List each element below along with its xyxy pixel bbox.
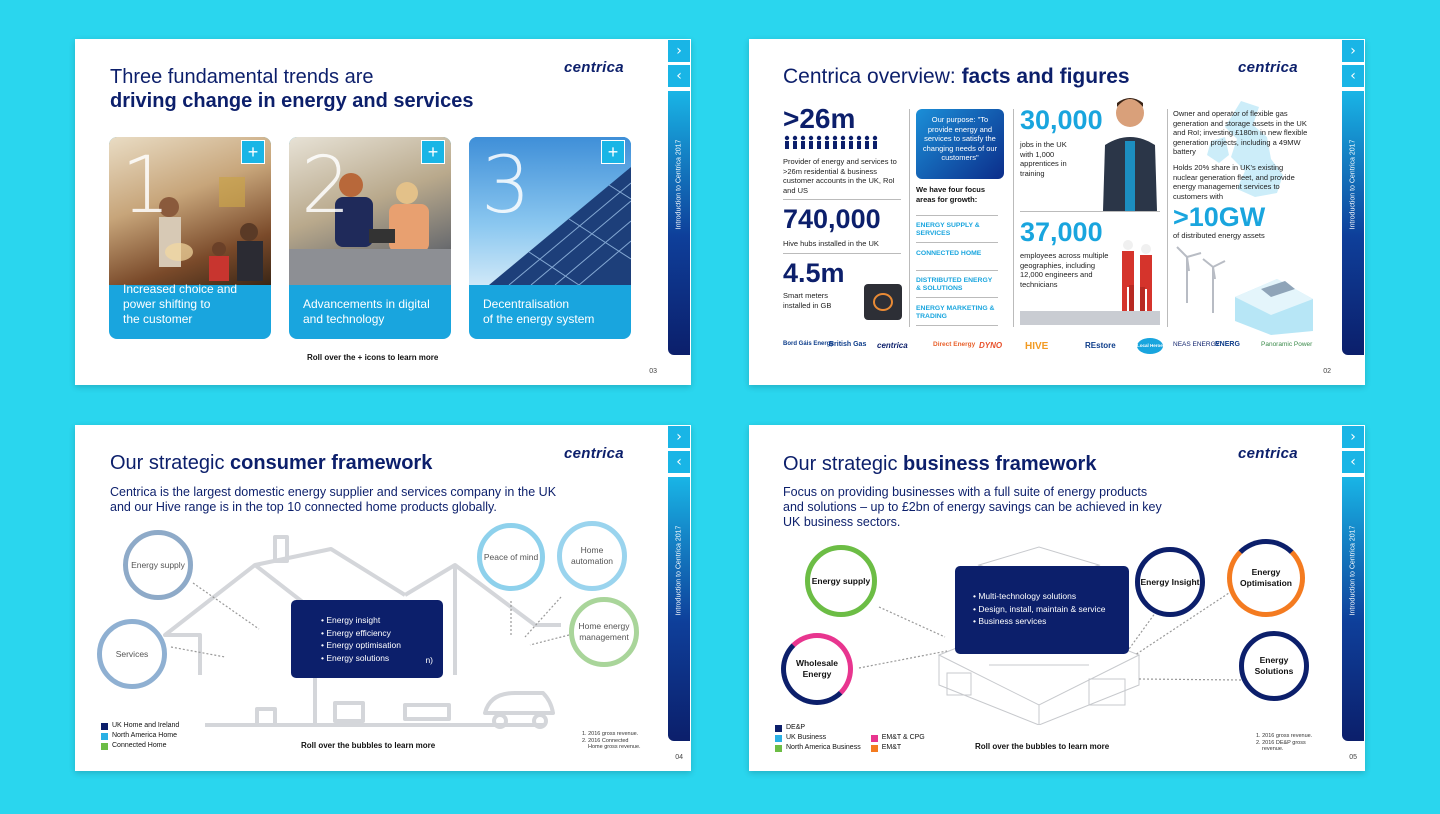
rail-bar xyxy=(668,477,690,741)
title-bold: business framework xyxy=(903,453,1097,475)
divider xyxy=(916,270,998,271)
engineer-photo xyxy=(1095,93,1165,211)
legend-item xyxy=(101,741,179,751)
legend-item xyxy=(775,733,861,743)
field-workers-photo xyxy=(1020,235,1160,325)
focus-area-marketing-trading: ENERGY MARKETING & TRADING xyxy=(916,305,995,320)
centrica-logo: centrica xyxy=(1238,59,1298,76)
caption-line: and technology xyxy=(303,312,385,326)
slide-consumer-framework xyxy=(75,425,691,771)
trend-number: 1 xyxy=(121,141,171,231)
subtitle-line: Focus on providing businesses with a full suite of energy products xyxy=(783,485,1148,499)
divider xyxy=(783,253,901,254)
trend-caption xyxy=(483,297,621,327)
panel-note: n) xyxy=(425,654,433,665)
stat-employees-text: employees across multiple geographies, including 12,000 engineers and technicians xyxy=(1020,251,1109,289)
footnote-line: 2. 2016 DE&P gross xyxy=(1256,739,1306,746)
prev-slide-button[interactable]: ‹ xyxy=(1342,451,1364,473)
partner-logo-dyno: DYNO xyxy=(979,341,1003,350)
divider xyxy=(783,199,901,200)
stat-customers: >26m xyxy=(783,103,856,134)
legend-label: Connected Home xyxy=(112,742,167,749)
stat-customers-text: Provider of energy and services to >26m residential & business customer accounts in the UK, RoI and US xyxy=(783,157,897,195)
legend-swatch xyxy=(775,725,782,732)
caption-line: power shifting to xyxy=(123,297,211,311)
footnotes xyxy=(582,731,641,751)
legend-label: EM&T xyxy=(881,744,902,751)
legend-swatch xyxy=(101,733,108,740)
prev-slide-button[interactable]: ‹ xyxy=(668,65,690,87)
page-number: 03 xyxy=(649,368,657,375)
bubble-peace-of-mind[interactable]: Peace of mind xyxy=(477,523,545,591)
title-line-2: driving change in energy and services xyxy=(110,90,474,112)
subtitle-line: Centrica is the largest domestic energy supplier and services company in the UK xyxy=(110,485,557,499)
divider xyxy=(1013,109,1014,327)
panel-item: • Business services xyxy=(973,616,1047,626)
subtitle-line: and solutions – up to £2bn of energy savings can be achieved in key xyxy=(783,500,1162,514)
legend-item xyxy=(101,721,179,731)
focus-area-distributed-energy: DISTRIBUTED ENERGY & SOLUTIONS xyxy=(916,277,993,292)
partner-logo-neas-energy: NEAS ENERGY xyxy=(1173,341,1220,348)
title-line-1: Three fundamental trends are xyxy=(110,66,374,88)
partner-logo-energ: ENERG xyxy=(1215,341,1240,348)
centrica-logo: centrica xyxy=(564,59,624,76)
subtitle-line: and our Hive range is in the top 10 connected home products globally. xyxy=(110,500,497,514)
panel-item: • Energy efficiency xyxy=(321,627,391,638)
next-slide-button[interactable]: › xyxy=(668,40,690,62)
partner-logo-local-heroes: Local Heroes xyxy=(1137,338,1163,354)
trend-number: 2 xyxy=(301,141,351,231)
centrica-logo: centrica xyxy=(564,445,624,462)
slide-title xyxy=(783,452,1096,476)
slide-subtitle xyxy=(110,485,556,515)
legend-swatch xyxy=(871,735,878,742)
trend-number: 3 xyxy=(481,141,531,231)
expand-plus-button[interactable]: + xyxy=(421,140,445,164)
partner-logo-restore: REstore xyxy=(1085,341,1116,350)
rollover-hint: Roll over the bubbles to learn more xyxy=(301,741,436,750)
slide-overview xyxy=(749,39,1365,385)
trend-card-3[interactable] xyxy=(469,137,631,339)
panel-item: • Design, install, maintain & service xyxy=(973,603,1106,614)
caption-line: Advancements in digital xyxy=(303,297,430,311)
panel-item: • Energy insight xyxy=(321,615,381,625)
footnotes xyxy=(1256,733,1312,753)
stat-distributed-assets: >10GW xyxy=(1173,202,1266,232)
legend-label: EM&T & CPG xyxy=(881,734,925,741)
focus-heading: We have four focus areas for growth: xyxy=(916,185,986,204)
slide-rail xyxy=(1340,39,1365,355)
slide-title xyxy=(110,65,473,113)
legend-label: DE&P xyxy=(786,724,806,731)
footnote-line: 2. 2016 Connected xyxy=(582,737,629,744)
slide-trends xyxy=(75,39,691,385)
bubble-energy-supply[interactable]: Energy supply xyxy=(805,545,877,617)
bubble-energy-optimisation[interactable]: Energy Optimisation xyxy=(1227,539,1305,617)
legend-swatch xyxy=(101,743,108,750)
slide-rail xyxy=(666,39,691,355)
legend-label: UK Business xyxy=(786,734,827,741)
nuclear-text: Holds 20% share in UK's existing nuclear generation fleet, and provide energy management services to customers with xyxy=(1173,163,1295,201)
slide-rail xyxy=(1340,425,1365,741)
page-number: 04 xyxy=(675,754,683,761)
panel-item: • Energy optimisation xyxy=(321,640,401,650)
stat-hive-hubs: 740,000 xyxy=(783,204,881,234)
rollover-hint: Roll over the + icons to learn more xyxy=(307,353,439,362)
slide-business-framework xyxy=(749,425,1365,771)
subtitle-line: UK business sectors. xyxy=(783,515,901,529)
bubble-wholesale-energy[interactable]: Wholesale Energy xyxy=(781,633,853,705)
legend-column xyxy=(871,723,925,753)
title-light: Our strategic xyxy=(783,453,904,475)
rail-label: Introduction to Centrica 2017 xyxy=(1349,139,1357,230)
slide-rail xyxy=(666,425,691,741)
partner-logo-centrica: centrica xyxy=(877,341,908,350)
stat-employees: 37,000 xyxy=(1020,217,1103,247)
legend-item xyxy=(775,743,861,753)
rail-label: Introduction to Centrica 2017 xyxy=(1349,525,1357,616)
legend-column xyxy=(775,723,861,753)
focus-area-connected-home: CONNECTED HOME xyxy=(916,250,982,257)
prev-slide-button[interactable]: ‹ xyxy=(1342,65,1364,87)
slide-subtitle xyxy=(783,485,1162,530)
legend-label: North America Business xyxy=(786,744,861,751)
legend-label: UK Home and Ireland xyxy=(112,722,180,729)
legend-item xyxy=(871,733,925,743)
title-bold: facts and figures xyxy=(961,65,1130,88)
stat-uk-jobs-text: jobs in the UK with 1,000 apprentices in training xyxy=(1020,140,1067,178)
trend-caption xyxy=(303,297,441,327)
partner-logo-british-gas: British Gas xyxy=(829,341,867,348)
business-panel xyxy=(955,566,1129,654)
legend xyxy=(101,721,179,751)
legend-label: North America Home xyxy=(112,732,177,739)
footnote-line: 1. 2016 gross revenue. xyxy=(1256,733,1313,739)
rollover-hint: Roll over the bubbles to learn more xyxy=(975,742,1110,751)
rail-bar xyxy=(1342,477,1364,741)
legend-item xyxy=(101,731,179,741)
rail-label: Introduction to Centrica 2017 xyxy=(675,139,683,230)
stat-hive-hubs-text: Hive hubs installed in the UK xyxy=(783,239,879,248)
meter-dial-icon xyxy=(873,293,893,311)
divider xyxy=(916,297,998,298)
partner-logo-hive: HIVE xyxy=(1025,341,1049,352)
caption-line: Increased choice and xyxy=(123,282,238,296)
caption-line: the customer xyxy=(123,312,193,326)
bubble-home-automation[interactable]: Home automation xyxy=(557,521,627,591)
caption-line: Decentralisation xyxy=(483,297,570,311)
legend-swatch xyxy=(775,735,782,742)
divider xyxy=(1020,211,1160,212)
page-number: 02 xyxy=(1323,368,1331,375)
trend-caption xyxy=(123,282,261,327)
divider xyxy=(916,325,998,326)
divider xyxy=(1167,109,1168,327)
stat-smart-meters: 4.5m xyxy=(783,258,845,288)
divider xyxy=(916,215,998,216)
panel-item: • Multi-technology solutions xyxy=(973,591,1077,601)
bubble-energy-insight[interactable]: Energy Insight xyxy=(1135,547,1205,617)
partner-logo-direct-energy: Direct Energy xyxy=(933,341,976,348)
divider xyxy=(909,109,910,327)
next-slide-button[interactable]: › xyxy=(1342,40,1364,62)
prev-slide-button[interactable]: ‹ xyxy=(668,451,690,473)
trend-card-2[interactable] xyxy=(289,137,451,339)
legend-item xyxy=(775,723,861,733)
rail-label: Introduction to Centrica 2017 xyxy=(675,525,683,616)
legend-swatch xyxy=(775,745,782,752)
divider xyxy=(916,242,998,243)
bubble-energy-solutions[interactable]: Energy Solutions xyxy=(1239,631,1309,701)
next-slide-button[interactable]: › xyxy=(668,426,690,448)
rail-bar xyxy=(668,91,690,355)
title-bold: consumer framework xyxy=(230,452,433,474)
insight-panel xyxy=(291,600,443,678)
centrica-logo: centrica xyxy=(1238,445,1298,462)
legend-columns xyxy=(775,723,925,753)
focus-area-energy-supply: ENERGY SUPPLY & SERVICES xyxy=(916,222,980,237)
footnote-line: revenue. xyxy=(1262,746,1284,752)
stat-uk-jobs: 30,000 xyxy=(1020,105,1103,135)
title-light: Centrica overview: xyxy=(783,65,962,88)
people-icon xyxy=(783,135,879,149)
partner-logo-bord-gais: Bord Gáis Energy xyxy=(783,341,834,347)
footnote-line: 1. 2016 gross revenue. xyxy=(582,731,639,737)
stat-distributed-assets-text: of distributed energy assets xyxy=(1173,231,1265,240)
legend-item xyxy=(871,743,925,753)
bubble-services[interactable]: Services xyxy=(97,619,167,689)
title-light: Our strategic xyxy=(110,452,231,474)
expand-plus-button[interactable]: + xyxy=(241,140,265,164)
caption-line: of the energy system xyxy=(483,312,595,326)
legend xyxy=(775,723,925,753)
footnote-line: Home gross revenue. xyxy=(588,744,641,750)
expand-plus-button[interactable]: + xyxy=(601,140,625,164)
wind-turbines-and-building xyxy=(1173,243,1317,335)
legend-swatch xyxy=(871,745,878,752)
stat-smart-meters-text: Smart meters installed in GB xyxy=(783,291,832,310)
slide-title xyxy=(783,65,1130,89)
rail-bar xyxy=(1342,91,1364,355)
trend-card-1[interactable] xyxy=(109,137,271,339)
page-number: 05 xyxy=(1349,754,1357,761)
partner-logo-panoramic-power: Panoramic Power xyxy=(1261,341,1313,348)
next-slide-button[interactable]: › xyxy=(1342,426,1364,448)
legend-swatch xyxy=(101,723,108,730)
smart-meter-device xyxy=(864,284,902,320)
slide-title xyxy=(110,451,432,475)
panel-item: • Energy solutions xyxy=(321,652,390,663)
bubble-home-energy-management[interactable]: Home energy management xyxy=(569,597,639,667)
generation-text: Owner and operator of flexible gas generation and storage assets in the UK and RoI; investing £180m in new flexible generation projects, including a 49MW battery xyxy=(1173,109,1308,156)
bubble-energy-supply[interactable]: Energy supply xyxy=(123,530,193,600)
purpose-box: Our purpose: "To provide energy and services to satisfy the changing needs of our customers" xyxy=(916,109,1004,179)
